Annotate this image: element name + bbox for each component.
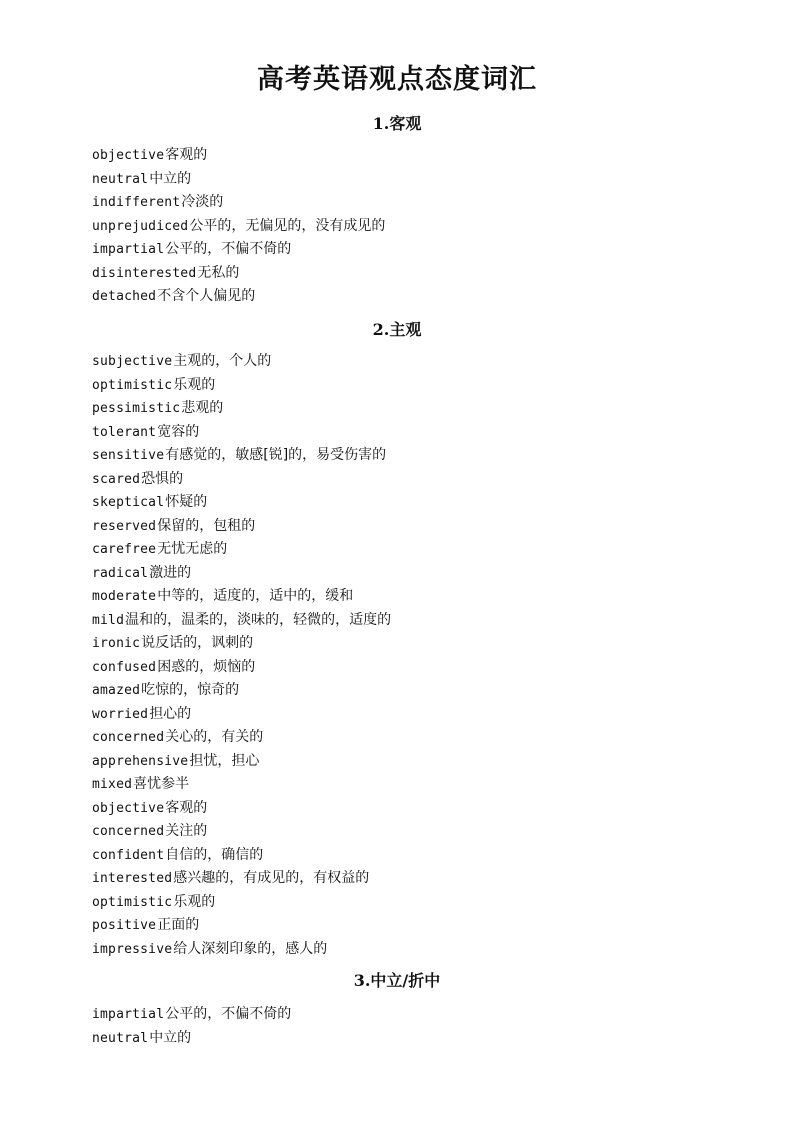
english-term: mild	[92, 612, 125, 628]
section-list-neutral	[92, 1003, 291, 1050]
section-heading-neutral: 3.中立/折中	[353, 971, 441, 990]
vocab-entry	[92, 1027, 291, 1051]
vocab-entry	[92, 421, 391, 445]
english-term: optimistic	[92, 894, 173, 910]
english-term: objective	[92, 800, 165, 816]
vocab-entry	[92, 797, 391, 821]
chinese-gloss: 给人深刻印象的，感人的	[173, 940, 328, 957]
chinese-gloss: 冷淡的	[181, 194, 224, 210]
english-term: interested	[92, 871, 173, 886]
vocab-entry	[92, 538, 391, 562]
vocab-entry	[92, 444, 391, 468]
english-term: impartial	[92, 242, 165, 257]
vocab-entry	[92, 1003, 291, 1027]
english-term: detached	[92, 289, 157, 304]
english-term: ironic	[92, 636, 141, 651]
english-term: disinterested	[92, 265, 197, 281]
chinese-gloss: 公平的，不偏不倚的	[165, 241, 292, 257]
english-term: pessimistic	[92, 401, 181, 416]
chinese-gloss: 自信的，确信的	[165, 846, 264, 863]
english-term: neutral	[92, 1030, 149, 1046]
vocab-entry	[92, 350, 391, 374]
vocab-entry	[92, 820, 391, 844]
section-list-subjective	[92, 350, 391, 961]
chinese-gloss: 关心的，有关的	[165, 729, 264, 745]
chinese-gloss: 喜忧参半	[133, 776, 190, 792]
vocab-entry	[92, 609, 391, 633]
english-term: amazed	[92, 683, 141, 698]
vocab-entry	[92, 515, 391, 539]
english-term: confused	[92, 659, 157, 675]
vocab-entry	[92, 491, 391, 515]
vocab-entry	[92, 191, 385, 215]
chinese-gloss: 乐观的	[173, 376, 216, 393]
english-term: confident	[92, 847, 165, 863]
chinese-gloss: 主观的，个人的	[173, 353, 272, 369]
vocab-entry	[92, 914, 391, 938]
english-term: moderate	[92, 589, 157, 604]
vocab-entry	[92, 238, 385, 262]
vocab-entry	[92, 397, 391, 421]
vocab-entry	[92, 679, 391, 703]
english-term: scared	[92, 471, 141, 487]
english-term: unprejudiced	[92, 218, 189, 234]
chinese-gloss: 公平的，无偏见的，没有成见的	[189, 217, 386, 234]
vocab-entry	[92, 632, 391, 656]
chinese-gloss: 吃惊的，惊奇的	[141, 682, 240, 698]
vocab-entry	[92, 867, 391, 891]
vocab-entry	[92, 285, 385, 309]
english-term: sensitive	[92, 448, 165, 463]
english-term: skeptical	[92, 495, 165, 510]
english-term: neutral	[92, 171, 149, 187]
chinese-gloss: 正面的	[157, 917, 200, 933]
vocab-entry	[92, 215, 385, 239]
chinese-gloss: 无忧无虑的	[157, 541, 228, 557]
english-term: concerned	[92, 730, 165, 745]
english-term: radical	[92, 565, 149, 581]
section-heading-objective: 1.客观	[372, 114, 422, 133]
vocab-entry	[92, 938, 391, 962]
english-term: positive	[92, 918, 157, 933]
vocab-entry	[92, 891, 391, 915]
vocab-entry	[92, 703, 391, 727]
vocab-entry	[92, 168, 385, 192]
chinese-gloss: 担心的	[149, 705, 192, 722]
vocab-entry	[92, 262, 385, 286]
chinese-gloss: 关注的	[165, 823, 208, 839]
chinese-gloss: 激进的	[149, 564, 192, 581]
vocab-entry	[92, 374, 391, 398]
section-list-objective	[92, 144, 385, 309]
chinese-gloss: 保留的，包租的	[157, 517, 256, 534]
vocab-entry	[92, 773, 391, 797]
chinese-gloss: 中等的，适度的，适中的，缓和	[157, 588, 354, 604]
chinese-gloss: 有感觉的，敏感[锐]的，易受伤害的	[165, 447, 387, 463]
english-term: mixed	[92, 777, 133, 792]
chinese-gloss: 中立的	[149, 1029, 192, 1046]
vocab-entry	[92, 468, 391, 492]
vocab-entry	[92, 726, 391, 750]
english-term: objective	[92, 148, 165, 163]
vocab-entry	[92, 144, 385, 168]
english-term: apprehensive	[92, 753, 189, 769]
chinese-gloss: 中立的	[149, 170, 192, 187]
section-heading-subjective: 2.主观	[372, 320, 422, 339]
vocab-entry	[92, 585, 391, 609]
chinese-gloss: 客观的	[165, 799, 208, 816]
document-title: 高考英语观点态度词汇	[257, 64, 537, 95]
english-term: worried	[92, 706, 149, 722]
chinese-gloss: 恐惧的	[141, 470, 184, 487]
chinese-gloss: 客观的	[165, 147, 208, 163]
english-term: reserved	[92, 518, 157, 534]
chinese-gloss: 公平的，不偏不倚的	[165, 1006, 292, 1022]
chinese-gloss: 怀疑的	[165, 494, 208, 510]
chinese-gloss: 不含个人偏见的	[157, 288, 256, 304]
english-term: indifferent	[92, 195, 181, 210]
english-term: carefree	[92, 542, 157, 557]
vocab-entry	[92, 656, 391, 680]
vocab-entry	[92, 844, 391, 868]
chinese-gloss: 悲观的	[181, 400, 224, 416]
chinese-gloss: 说反话的，讽刺的	[141, 635, 254, 651]
chinese-gloss: 无私的	[197, 264, 240, 281]
chinese-gloss: 温和的，温柔的，淡味的，轻微的，适度的	[125, 611, 392, 628]
chinese-gloss: 乐观的	[173, 893, 216, 910]
english-term: concerned	[92, 824, 165, 839]
chinese-gloss: 感兴趣的，有成见的，有权益的	[173, 870, 370, 886]
english-term: optimistic	[92, 377, 173, 393]
english-term: subjective	[92, 354, 173, 369]
english-term: impressive	[92, 941, 173, 957]
vocab-entry	[92, 750, 391, 774]
english-term: tolerant	[92, 424, 157, 440]
chinese-gloss: 宽容的	[157, 423, 200, 440]
english-term: impartial	[92, 1007, 165, 1022]
chinese-gloss: 担忧，担心	[189, 752, 260, 769]
chinese-gloss: 困惑的，烦恼的	[157, 658, 256, 675]
vocab-entry	[92, 562, 391, 586]
